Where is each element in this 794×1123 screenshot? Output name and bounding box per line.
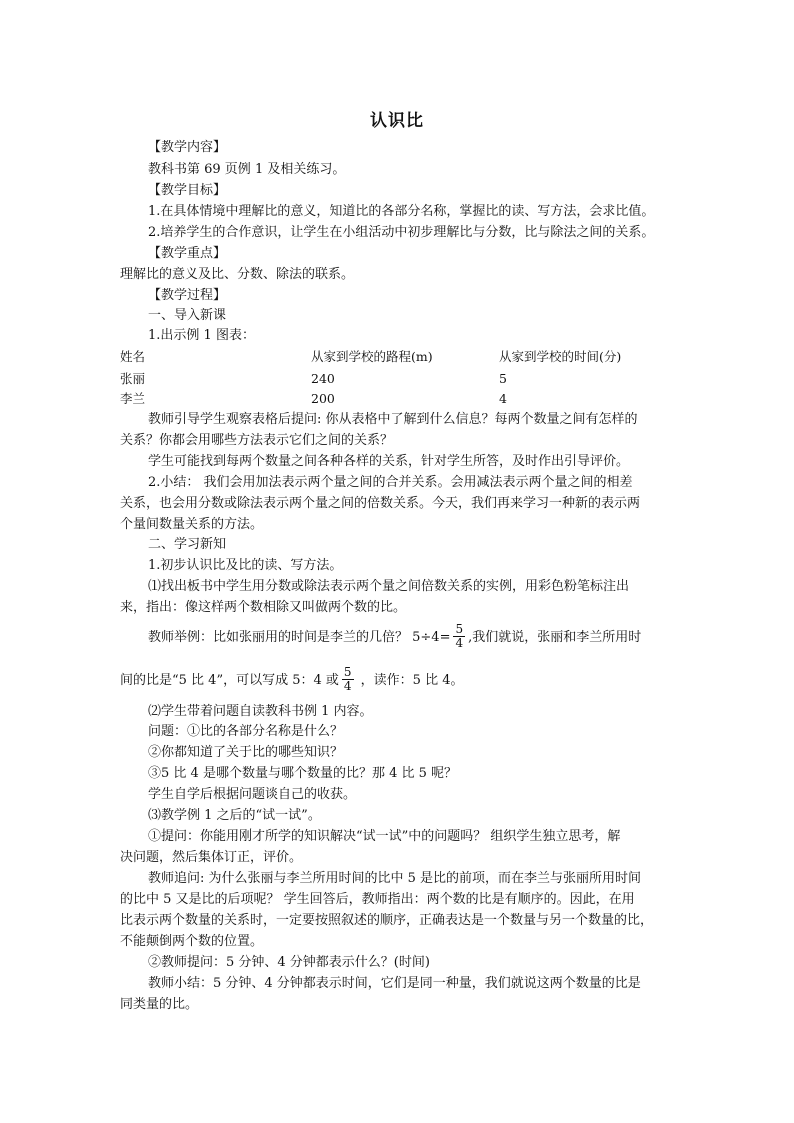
- paragraph: ②教师提问：5 分钟、4 分钟都表示什么？(时间): [148, 955, 430, 970]
- table-header-name: 姓名: [120, 349, 146, 364]
- goal-item-1: 1.在具体情境中理解比的意义，知道比的各部分名称，掌握比的读、写方法，会求比值。: [148, 204, 655, 219]
- question-item: 问题：①比的各部分名称是什么？: [148, 724, 344, 739]
- fraction-denominator: 4: [343, 679, 352, 693]
- part-2-heading: 二、学习新知: [148, 537, 227, 552]
- fraction-denominator: 4: [455, 636, 464, 650]
- part-1-heading: 一、导入新课: [148, 308, 227, 323]
- table-cell: 4: [499, 391, 507, 406]
- paragraph: 来，指出：像这样两个数相除又叫做两个数的比。: [120, 600, 407, 615]
- example-text: ，读作：5 比 4。: [356, 673, 464, 688]
- table-cell: 5: [499, 371, 507, 386]
- paragraph: ⑶教学例 1 之后的“试一试”。: [148, 808, 321, 823]
- page-title: 认识比: [370, 111, 424, 131]
- table-cell: 李兰: [120, 391, 146, 406]
- fraction-numerator: 5: [343, 665, 352, 679]
- section-heading-key: 【教学重点】: [148, 246, 227, 261]
- example-line: [148, 624, 641, 651]
- fraction: [342, 666, 354, 693]
- paragraph: 学生自学后根据问题谈自己的收获。: [148, 787, 357, 802]
- table-header-distance: 从家到学校的路程(m): [311, 349, 433, 364]
- show-table-text: 1.出示例 1 图表：: [148, 328, 255, 343]
- fraction: [453, 623, 465, 650]
- section-heading-process: 【教学过程】: [148, 288, 227, 303]
- question-item: ③5 比 4 是哪个数量与哪个数量的比？那 4 比 5 呢？: [148, 766, 458, 781]
- paragraph: 不能颠倒两个数的位置。: [120, 934, 264, 949]
- table-header-time: 从家到学校的时间(分): [499, 349, 622, 364]
- paragraph: ⑴找出板书中学生用分数或除法表示两个量之间倍数关系的实例，用彩色粉笔标注出: [148, 579, 630, 594]
- example-text: 间的比是“5 比 4”，可以写成 5：4 或: [120, 673, 339, 688]
- paragraph: ⑵学生带着问题自读教科书例 1 内容。: [148, 704, 373, 719]
- summary-paragraph: 个量间数量关系的方法。: [120, 517, 264, 532]
- paragraph: 教师追问: 为什么张丽与李兰所用时间的比中 5 是比的前项，而在李兰与张丽所用时间: [148, 871, 642, 886]
- key-text: 理解比的意义及比、分数、除法的联系。: [120, 267, 355, 282]
- paragraph: 决问题，然后集体订正，评价。: [120, 850, 303, 865]
- fraction-numerator: 5: [455, 622, 464, 636]
- table-cell: 200: [311, 391, 335, 406]
- question-item: ②你都知道了关于比的哪些知识？: [148, 745, 344, 760]
- goal-item-2: 2.培养学生的合作意识，让学生在小组活动中初步理解比与分数，比与除法之间的关系。: [148, 225, 655, 240]
- table-cell: 240: [311, 371, 335, 386]
- paragraph: 同类量的比。: [120, 997, 199, 1012]
- section-heading-goals: 【教学目标】: [148, 183, 227, 198]
- summary-paragraph: 2.小结： 我们会用加法表示两个量之间的合并关系。会用减法表示两个量之间的相差: [148, 475, 633, 490]
- example-text: ,我们就说，张丽和李兰所用时: [468, 630, 642, 645]
- paragraph: 比表示两个数量的关系时，一定要按照叙述的顺序，正确表达是一个数量与另一个数量的比，: [120, 913, 654, 928]
- table-cell: 张丽: [120, 371, 146, 386]
- paragraph: 的比中 5 又是比的后项呢？ 学生回答后，教师指出：两个数的比是有顺序的。因此，在用: [120, 892, 635, 907]
- example-text: 教师举例：比如张丽用的时间是李兰的几倍？ 5÷4=: [148, 630, 451, 645]
- paragraph: ①提问：你能用刚才所学的知识解决“试一试”中的问题吗？ 组织学生独立思考，解: [148, 829, 621, 844]
- example-line: [120, 667, 464, 694]
- content-text: 教科书第 69 页例 1 及相关练习。: [148, 162, 346, 177]
- paragraph: 学生可能找到每两个数量之间各种各样的关系，针对学生所答，及时作出引导评价。: [148, 454, 630, 469]
- paragraph: 关系？你都会用哪些方法表示它们之间的关系？: [120, 433, 394, 448]
- paragraph: 教师小结：5 分钟、4 分钟都表示时间，它们是同一种量，我们就说这两个数量的比是: [148, 976, 641, 991]
- section-heading-content: 【教学内容】: [148, 140, 227, 155]
- summary-paragraph: 关系，也会用分数或除法表示两个量之间的倍数关系。今天，我们再来学习一种新的表示两: [120, 496, 641, 511]
- step-heading: 1.初步认识比及比的读、写方法。: [148, 558, 343, 573]
- paragraph: 教师引导学生观察表格后提问: 你从表格中了解到什么信息？每两个数量之间有怎样的: [148, 412, 638, 427]
